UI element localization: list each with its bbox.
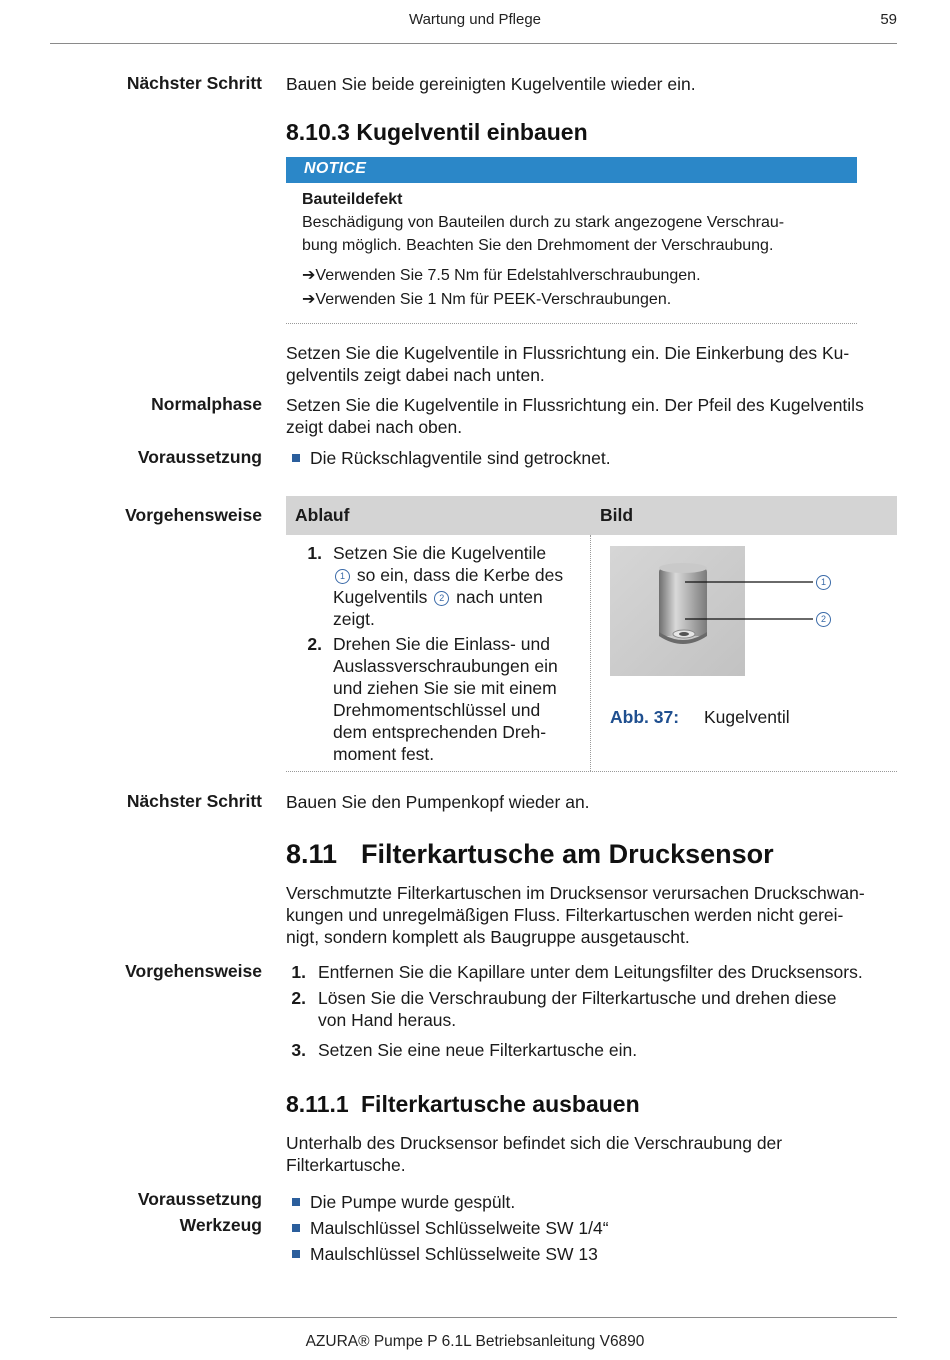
- table-bottom-divider: [286, 771, 897, 772]
- step-text: Entfernen Sie die Kapillare unter dem Leitungsfilter des Drucksensors.: [318, 962, 863, 982]
- procedure-table-header: [286, 496, 897, 535]
- prerequisite-item: [292, 447, 904, 469]
- paragraph-line-3: nigt, sondern komplett als Baugruppe ausgetauscht.: [286, 927, 690, 947]
- section-8-11-paragraph: [286, 882, 898, 948]
- callout-1-icon: 1: [335, 569, 350, 584]
- step-1-line-4: zeigt.: [333, 609, 375, 629]
- list-item: [286, 961, 898, 987]
- step-2-line-6: moment fest.: [333, 744, 435, 764]
- section-heading-8-11-number: 8.11: [286, 839, 338, 869]
- step-2-line-4: Drehmomentschlüssel und: [333, 700, 541, 720]
- notice-line-2: bung möglich. Beachten Sie den Drehmoment der Verschraubung.: [302, 237, 774, 254]
- paragraph-line-1: Unterhalb des Drucksensor befindet sich die Verschraubung der: [286, 1133, 783, 1153]
- ball-valve-figure: [610, 546, 835, 676]
- page-number: 59: [880, 11, 897, 28]
- normalphase-line-2: zeigt dabei nach oben.: [286, 417, 463, 437]
- step-number: 1.: [291, 962, 306, 982]
- insert-paragraph-line-1: Setzen Sie die Kugelventile in Flussrichtung ein. Die Einkerbung des Ku-: [286, 343, 850, 363]
- figure-label: Abb. 37:: [610, 707, 680, 727]
- notice-action-1: [302, 264, 842, 288]
- step-2-line-2: Auslassverschraubungen ein: [333, 656, 558, 676]
- requirements-list: [292, 1189, 904, 1267]
- label-werkzeug: Werkzeug: [179, 1215, 262, 1235]
- notice-divider: [286, 323, 857, 324]
- notice-line-1: Beschädigung von Bauteilen durch zu stark angezogene Verschrau-: [302, 214, 785, 231]
- step-1-line-2-text: so ein, dass die Kerbe des: [356, 565, 564, 585]
- list-item: [286, 1039, 898, 1065]
- paragraph-line-2: Filterkartusche.: [286, 1155, 406, 1175]
- step-1-line-1: Setzen Sie die Kugelventile: [333, 543, 547, 563]
- arrow-right-icon: ➔: [302, 291, 316, 308]
- figure-callout-1-icon: 1: [816, 575, 831, 590]
- next-step-text: Bauen Sie den Pumpenkopf wieder an.: [286, 792, 590, 812]
- step-number: 3.: [291, 1040, 306, 1060]
- step-1-line-3-text-b: nach unten: [456, 587, 543, 607]
- step-1-line-2: [333, 564, 583, 586]
- step-2-line-5: dem entsprechenden Dreh-: [333, 722, 547, 742]
- step-number: 2.: [291, 988, 306, 1008]
- list-item-text: Maulschlüssel Schlüsselweite SW 13: [310, 1244, 598, 1264]
- insert-paragraph: [286, 342, 898, 386]
- notice-action-1-text: Verwenden Sie 7.5 Nm für Edelstahlverschraubungen.: [315, 267, 701, 284]
- list-item: [292, 1189, 904, 1215]
- label-next-step: Nächster Schritt: [126, 73, 262, 93]
- bullet-icon: [292, 1224, 300, 1232]
- label-next-step: Nächster Schritt: [126, 791, 262, 811]
- list-item-text: Die Pumpe wurde gespült.: [310, 1192, 516, 1212]
- step-2-line-3: und ziehen Sie sie mit einem: [333, 678, 557, 698]
- normalphase-paragraph: [286, 394, 898, 438]
- step-2-line-1: Drehen Sie die Einlass- und: [333, 634, 550, 654]
- page-header-title: Wartung und Pflege: [408, 11, 542, 28]
- header-rule: [50, 43, 897, 44]
- next-step-text: Bauen Sie beide gereinigten Kugelventile wieder ein.: [286, 74, 696, 94]
- callout-2-icon: 2: [434, 591, 449, 606]
- insert-paragraph-line-2: gelventils zeigt dabei nach unten.: [286, 365, 545, 385]
- table-header-bild: Bild: [600, 505, 634, 525]
- normalphase-line-1: Setzen Sie die Kugelventile in Flussrichtung ein. Der Pfeil des Kugelventils: [286, 395, 864, 415]
- list-item: [292, 1215, 904, 1241]
- procedure-list: [286, 961, 898, 1061]
- step-text-line-1: Lösen Sie die Verschraubung der Filterkartusche und drehen diese: [318, 988, 837, 1008]
- step-number: 1.: [307, 543, 322, 563]
- footer-rule: [50, 1317, 897, 1318]
- label-voraussetzung: Voraussetzung: [137, 1189, 262, 1209]
- bullet-icon: [292, 454, 300, 462]
- step-text: Setzen Sie eine neue Filterkartusche ein.: [318, 1040, 638, 1060]
- figure-caption: Kugelventil: [704, 707, 790, 727]
- notice-body: [302, 188, 842, 312]
- bullet-icon: [292, 1198, 300, 1206]
- notice-action-2-text: Verwenden Sie 1 Nm für PEEK-Verschraubungen.: [315, 291, 672, 308]
- label-voraussetzung: Voraussetzung: [137, 447, 262, 467]
- list-item: [286, 987, 898, 1035]
- label-vorgehensweise: Vorgehensweise: [125, 505, 262, 525]
- prerequisite-text: Die Rückschlagventile sind getrocknet.: [310, 448, 611, 468]
- list-item: [292, 1241, 904, 1267]
- table-column-divider: [590, 535, 591, 771]
- page-footer: AZURA® Pumpe P 6.1L Betriebsanleitung V6890: [305, 1333, 645, 1350]
- section-heading-8-10-3: 8.10.3 Kugelventil einbauen: [286, 119, 588, 145]
- step-1-line-3: [333, 586, 583, 608]
- label-vorgehensweise: Vorgehensweise: [125, 961, 262, 981]
- list-item-text: Maulschlüssel Schlüsselweite SW 1/4“: [310, 1218, 609, 1238]
- step-text-line-2: von Hand heraus.: [318, 1010, 457, 1030]
- notice-label: NOTICE: [304, 160, 367, 177]
- paragraph-line-2: kungen und unregelmäßigen Fluss. Filterkartuschen werden nicht gerei-: [286, 905, 844, 925]
- arrow-right-icon: ➔: [302, 267, 316, 284]
- step-1-line-3-text-a: Kugelventils: [333, 587, 428, 607]
- valve-body: [659, 568, 707, 636]
- valve-top: [659, 563, 707, 573]
- table-header-ablauf: Ablauf: [295, 505, 350, 525]
- section-heading-8-11-title: Filterkartusche am Drucksensor: [361, 839, 774, 869]
- section-heading-8-11-1-number: 8.11.1: [286, 1091, 349, 1117]
- paragraph-line-1: Verschmutzte Filterkartuschen im Drucksensor verursachen Druckschwan-: [286, 883, 865, 903]
- step-number: 2.: [307, 634, 322, 654]
- section-8-11-1-paragraph: [286, 1132, 898, 1176]
- bullet-icon: [292, 1250, 300, 1258]
- valve-notch-center: [679, 632, 689, 636]
- section-heading-8-11-1-title: Filterkartusche ausbauen: [361, 1091, 640, 1117]
- figure-callout-2-icon: 2: [816, 612, 831, 627]
- notice-action-2: [302, 288, 842, 312]
- notice-title: Bauteildefekt: [302, 191, 403, 208]
- notice-bar: [286, 157, 857, 183]
- label-normalphase: Normalphase: [151, 394, 262, 414]
